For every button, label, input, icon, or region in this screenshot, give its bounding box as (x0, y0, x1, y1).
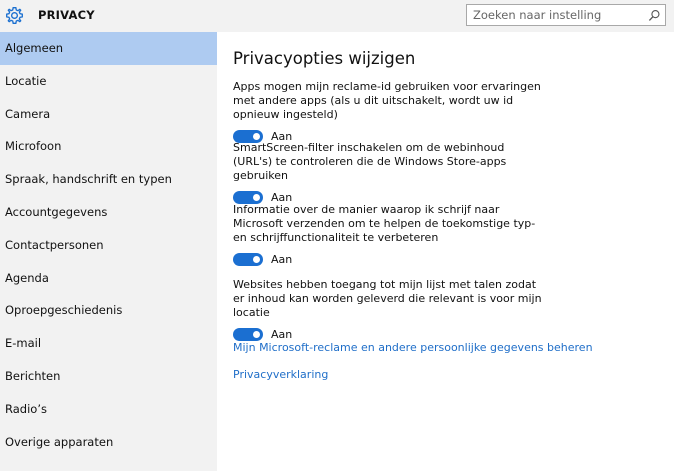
search-icon[interactable] (648, 9, 661, 22)
section-heading: Privacyopties wijzigen (233, 49, 416, 68)
page-title: PRIVACY (38, 8, 95, 22)
setting-description: SmartScreen-filter inschakelen om de webinhoud (URL's) te controleren die de Windows Store-apps gebruiken (233, 141, 507, 182)
setting-smartscreen (233, 141, 543, 208)
title-bar (0, 0, 674, 32)
toggle-state-label: Aan (271, 191, 293, 204)
toggle-state-label: Aan (271, 328, 293, 341)
sidebar-item-overige-apparaten[interactable]: Overige apparaten (5, 434, 114, 449)
manage-ads-link[interactable]: Mijn Microsoft-reclame en andere persoonlijke gegevens beheren (233, 341, 593, 354)
sidebar-item-camera[interactable]: Camera (5, 106, 51, 121)
sidebar (0, 32, 217, 471)
setting-typing-info (233, 203, 543, 270)
setting-language-list (233, 278, 543, 345)
toggle-state-label: Aan (271, 130, 293, 143)
setting-description: Websites hebben toegang tot mijn lijst met talen zodat er inhoud kan worden geleverd die relevant is voor mijn locatie (233, 278, 542, 319)
sidebar-item-oproepgeschiedenis[interactable]: Oproepgeschiedenis (5, 303, 123, 318)
search-box[interactable] (466, 4, 666, 26)
setting-description: Apps mogen mijn reclame-id gebruiken voor ervaringen met andere apps (als u dit uitschakelt, wordt uw id opnieuw ingesteld) (233, 80, 541, 121)
toggle-knob (253, 194, 260, 201)
setting-advertising-id (233, 80, 543, 147)
toggle-knob (253, 256, 260, 263)
toggle-knob (253, 331, 260, 338)
sidebar-item-microfoon[interactable]: Microfoon (5, 139, 62, 154)
sidebar-item-accountgegevens[interactable]: Accountgegevens (5, 204, 108, 219)
sidebar-item-spraak[interactable]: Spraak, handschrift en typen (5, 172, 172, 187)
sidebar-item-berichten[interactable]: Berichten (5, 368, 61, 383)
sidebar-item-radios[interactable]: Radio’s (5, 401, 47, 416)
typing-info-toggle[interactable] (233, 253, 263, 266)
sidebar-item-algemeen[interactable]: Algemeen (0, 32, 217, 65)
search-input[interactable] (467, 5, 649, 25)
sidebar-item-agenda[interactable]: Agenda (5, 270, 49, 285)
gear-icon[interactable] (5, 6, 24, 25)
sidebar-item-contactpersonen[interactable]: Contactpersonen (5, 237, 104, 252)
main-content (217, 32, 674, 471)
sidebar-item-email[interactable]: E-mail (5, 336, 42, 351)
setting-description: Informatie over de manier waarop ik schrijf naar Microsoft verzenden om te helpen de toekomstige typ- en schrijffunctionaliteit te verbeteren (233, 203, 536, 244)
toggle-knob (253, 133, 260, 140)
privacy-statement-link[interactable]: Privacyverklaring (233, 368, 329, 381)
toggle-state-label: Aan (271, 253, 293, 266)
language-list-toggle[interactable] (233, 328, 263, 341)
sidebar-item-locatie[interactable]: Locatie (5, 73, 47, 88)
